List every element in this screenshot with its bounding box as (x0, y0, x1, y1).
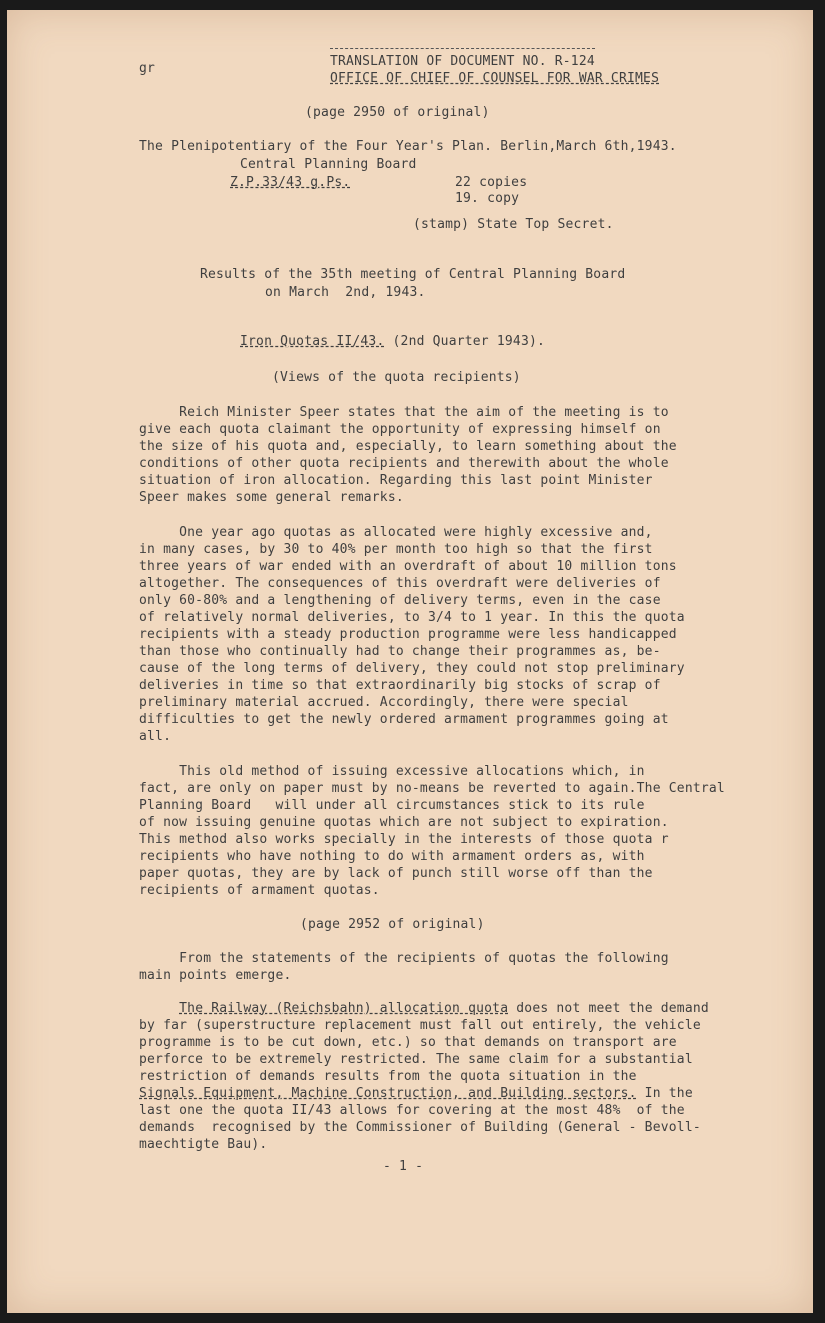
text-fragment: In the (636, 1086, 693, 1101)
text-line: This old method of issuing excessive allocations which, in (139, 764, 645, 779)
header-mark: gr (139, 61, 156, 76)
copies-count: 22 copies (455, 175, 528, 190)
text-line: situation of iron allocation. Regarding this last point Minister (139, 473, 653, 488)
text-line: give each quota claimant the opportunity of expressing himself on (139, 422, 661, 437)
text-line: in many cases, by 30 to 40% per month too high so that the first (139, 542, 653, 557)
text-line: fact, are only on paper must by no-means be reverted to again.The Central (139, 781, 725, 796)
header-translation-line: TRANSLATION OF DOCUMENT NO. R-124 (330, 48, 595, 70)
page-number: - 1 - (383, 1159, 424, 1174)
views-heading: (Views of the quota recipients) (272, 370, 521, 385)
page-reference-mid: (page 2952 of original) (300, 917, 485, 932)
text-line: of relatively normal deliveries, to 3/4 to 1 year. In this the quota (139, 610, 685, 625)
secrecy-stamp: (stamp) State Top Secret. (413, 217, 614, 232)
text-line: of now issuing genuine quotas which are not subject to expiration. (139, 815, 669, 830)
text-line: recipients with a steady production programme were less handicapped (139, 627, 677, 642)
text-line: programme is to be cut down, etc.) so that demands on transport are (139, 1035, 677, 1050)
text-line: demands recognised by the Commissioner of Building (General - Bevoll- (139, 1120, 701, 1135)
text-line: perforce to be extremely restricted. The same claim for a substantial (139, 1052, 693, 1067)
sectors-phrase: Signals Equipment, Machine Construction, and Building sectors. (139, 1086, 637, 1101)
text-line: than those who continually had to change their programmes as, be- (139, 644, 661, 659)
header-office-line: OFFICE OF CHIEF OF COUNSEL FOR WAR CRIMES (330, 71, 660, 86)
section-heading-rest: (2nd Quarter 1943). (384, 334, 546, 349)
railway-quota-phrase: The Railway (Reichsbahn) allocation quota (179, 1001, 509, 1016)
text-line: by far (superstructure replacement must fall out entirely, the vehicle (139, 1018, 701, 1033)
text-line: cause of the long terms of delivery, they could not stop preliminary (139, 661, 685, 676)
text-line: last one the quota II/43 allows for covering at the most 48% of the (139, 1103, 685, 1118)
copy-number: 19. copy (455, 191, 520, 206)
text-line: deliveries in time so that extraordinarily big stocks of scrap of (139, 678, 661, 693)
text-line: conditions of other quota recipients and therewith about the whole (139, 456, 669, 471)
text-line: difficulties to get the newly ordered armament programmes going at (139, 712, 669, 727)
text-line: Reich Minister Speer states that the aim of the meeting is to (139, 405, 669, 420)
page-reference-top: (page 2950 of original) (305, 105, 490, 120)
text-line (139, 1085, 693, 1102)
text-line: recipients who have nothing to do with armament orders as, with (139, 849, 645, 864)
address-line-1: The Plenipotentiary of the Four Year's Plan. Berlin,March 6th,1943. (139, 139, 677, 154)
text-line: recipients of armament quotas. (139, 883, 380, 898)
results-title-line-1: Results of the 35th meeting of Central Planning Board (200, 267, 626, 282)
text-line: all. (139, 729, 172, 744)
text-line: preliminary material accrued. Accordingly, there were special (139, 695, 629, 710)
section-heading (240, 333, 545, 350)
text-line: One year ago quotas as allocated were highly excessive and, (139, 525, 653, 540)
text-line: Planning Board will under all circumstances stick to its rule (139, 798, 645, 813)
text-line: three years of war ended with an overdraft of about 10 million tons (139, 559, 677, 574)
text-line: Speer makes some general remarks. (139, 490, 404, 505)
text-line: main points emerge. (139, 968, 292, 983)
text-line: altogether. The consequences of this overdraft were deliveries of (139, 576, 661, 591)
text-line: the size of his quota and, especially, to learn something about the (139, 439, 677, 454)
text-line (139, 1000, 709, 1017)
address-line-2: Central Planning Board (240, 157, 417, 172)
text-fragment: does not meet the demand (508, 1001, 709, 1016)
text-line: This method also works specially in the interests of those quota r (139, 832, 669, 847)
text-line: only 60-80% and a lengthening of delivery terms, even in the case (139, 593, 661, 608)
text-line: paper quotas, they are by lack of punch still worse off than the (139, 866, 653, 881)
text-line: From the statements of the recipients of quotas the following (139, 951, 669, 966)
text-line: restriction of demands results from the quota situation in the (139, 1069, 637, 1084)
reference-number: Z.P.33/43 g.Ps. (230, 175, 351, 190)
text-line: maechtigte Bau). (139, 1137, 268, 1152)
section-heading-underlined: Iron Quotas II/43. (240, 334, 385, 349)
results-title-line-2: on March 2nd, 1943. (265, 285, 426, 300)
